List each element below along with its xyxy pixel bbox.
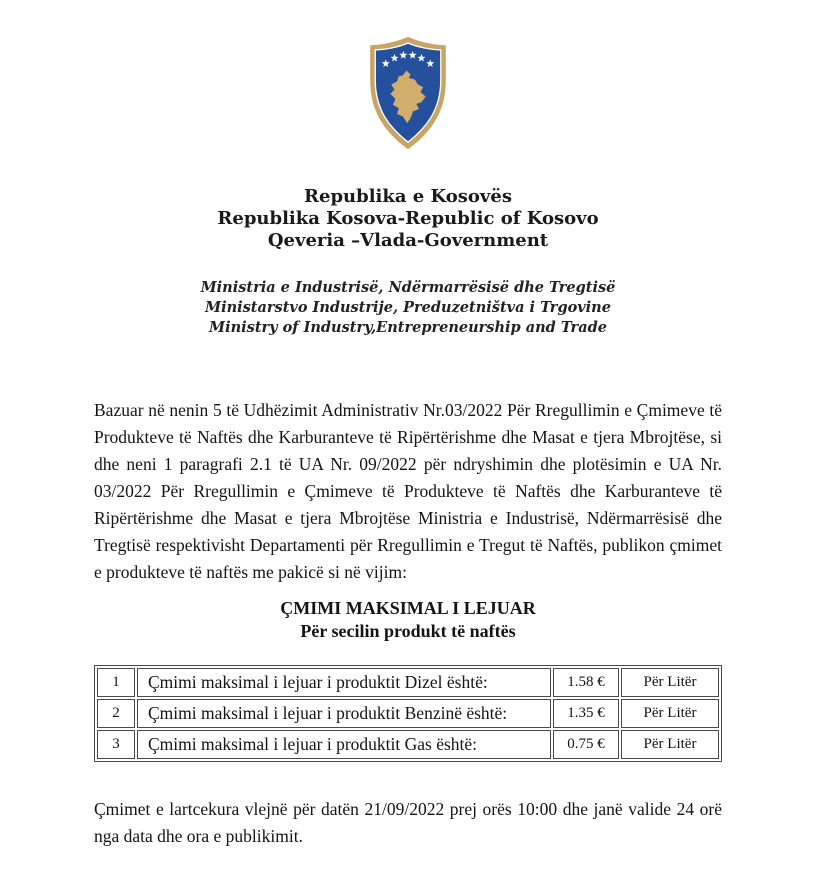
product-price: 0.75 €	[553, 730, 619, 759]
header-republic-sq: Republika e Kosovës	[304, 186, 512, 207]
price-unit: Për Litër	[621, 730, 719, 759]
table-row-dizel	[97, 668, 719, 697]
product-description: Çmimi maksimal i lejuar i produktit Gas është:	[137, 730, 551, 759]
kosovo-coat-of-arms-icon	[366, 35, 450, 151]
ministry-name-en: Ministry of Industry,Entrepreneurship and Trade	[209, 319, 607, 336]
section-title-block	[0, 597, 816, 643]
ministry-name-sr: Ministarstvo Industrije, Preduzetništva i Trgovine	[205, 299, 611, 316]
fuel-price-table	[94, 665, 722, 762]
price-unit: Për Litër	[621, 668, 719, 697]
row-number: 2	[97, 699, 135, 728]
header-republic-multi: Republika Kosova-Republic of Kosovo	[217, 208, 599, 229]
ministry-header	[0, 278, 816, 338]
legal-basis-paragraph: Bazuar në nenin 5 të Udhëzimit Administrativ Nr.03/2022 Për Rregullimin e Çmimeve të Produkteve të Naftës dhe Karburanteve të Ripërtërishme dhe Masat e tjera Mbrojtëse, si dhe neni 1 paragrafi 2.1 të UA Nr. 09/2022 për ndryshimin dhe plotësimin e UA Nr. 03/2022 Për Rregullimin e Çmimeve të Produkteve të Naftës dhe Karburanteve të Ripërtërishme dhe Masat e tjera Mbrojtëse Ministria e Industrisë, Ndërmarrësisë dhe Tregtisë respektivisht Departamenti për Rregullimin e Tregut të Naftës, publikon çmimet e produkteve të naftës me pakicë si në vijim:	[94, 400, 722, 582]
product-description: Çmimi maksimal i lejuar i produktit Dizel është:	[137, 668, 551, 697]
row-number: 3	[97, 730, 135, 759]
government-header	[0, 186, 816, 252]
validity-paragraph: Çmimet e lartcekura vlejnë për datën 21/09/2022 prej orës 10:00 dhe janë valide 24 orë nga data dhe ora e publikimit.	[94, 799, 722, 846]
product-description: Çmimi maksimal i lejuar i produktit Benzinë është:	[137, 699, 551, 728]
ministry-name-sq: Ministria e Industrisë, Ndërmarrësisë dhe Tregtisë	[200, 279, 616, 296]
product-price: 1.58 €	[553, 668, 619, 697]
section-title: ÇMIMI MAKSIMAL I LEJUAR	[280, 598, 536, 618]
table-row-gas	[97, 730, 719, 759]
price-unit: Për Litër	[621, 699, 719, 728]
product-price: 1.35 €	[553, 699, 619, 728]
table-row-benzine	[97, 699, 719, 728]
row-number: 1	[97, 668, 135, 697]
header-government: Qeveria –Vlada-Government	[267, 230, 549, 251]
section-subtitle: Për secilin produkt të naftës	[300, 621, 516, 641]
